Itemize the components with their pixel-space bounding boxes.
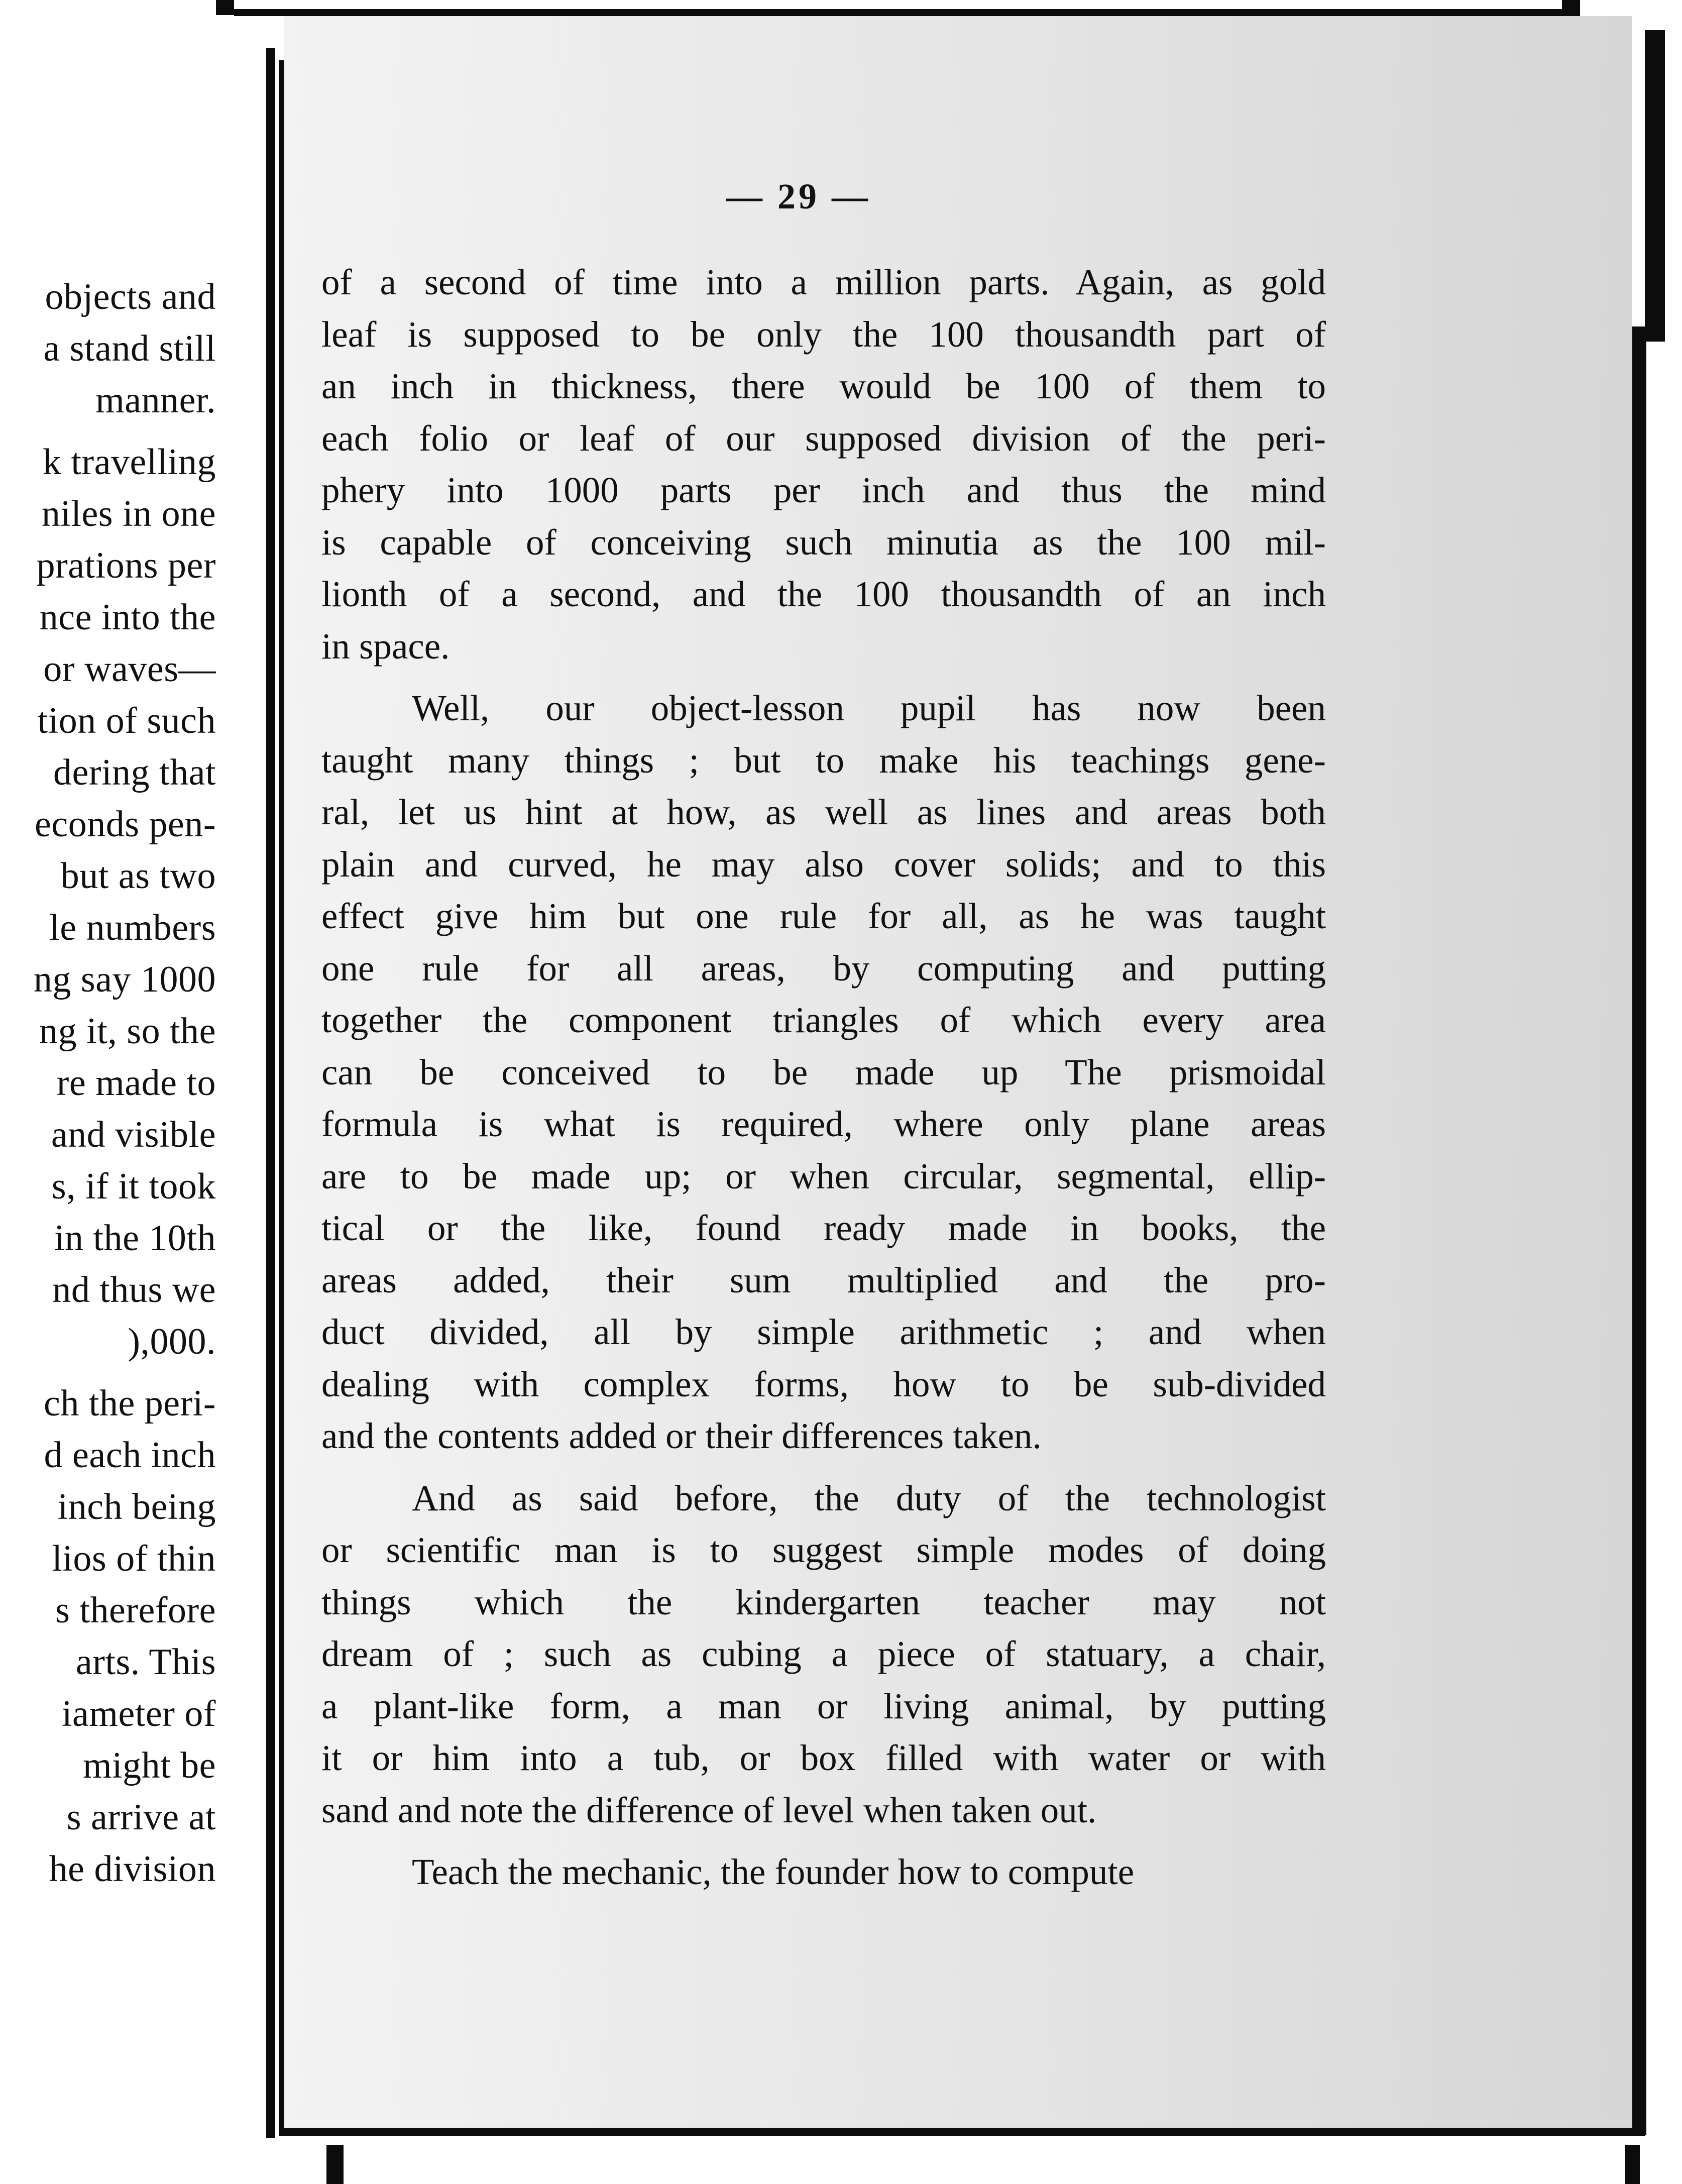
text-line: lionth of a second, and the 100 thousandth of an inch <box>321 574 1326 614</box>
previous-page-text-line: ng say 1000 <box>33 959 216 1000</box>
previous-page-text-line: iameter of <box>62 1693 216 1734</box>
scan-border-bottom <box>279 2128 1645 2136</box>
text-line: Well, our object-lesson pupil has now been <box>412 688 1326 728</box>
text-line: plain and curved, he may also cover solids; and to this <box>321 843 1326 885</box>
previous-page-text-line: inch being <box>57 1486 216 1527</box>
previous-page-text-line: prations per <box>36 545 216 586</box>
page-number: — 29 — <box>726 176 871 216</box>
paragraph-3 <box>321 1472 1326 1836</box>
text-line: and the contents added or their differences taken. <box>321 1415 1042 1456</box>
previous-page-text-line: tion of such <box>37 700 216 741</box>
previous-page-text-line: k travelling <box>42 442 216 483</box>
text-line: in space. <box>321 625 450 667</box>
previous-page-text-line: s arrive at <box>66 1797 216 1838</box>
previous-page-text-line: or waves— <box>43 648 216 690</box>
paragraph-4 <box>321 1846 1326 1898</box>
text-line: taught many things ; but to make his teachings gene- <box>321 739 1326 781</box>
paragraph-2 <box>321 682 1326 1462</box>
text-line: leaf is supposed to be only the 100 thousandth part of <box>321 313 1326 355</box>
text-line: dealing with complex forms, how to be sub-divided <box>321 1363 1326 1404</box>
text-line: can be conceived to be made up The prismoidal <box>321 1051 1326 1093</box>
text-line: areas added, their sum multiplied and the pro- <box>321 1259 1326 1300</box>
scan-border-top <box>234 9 1570 16</box>
text-line: Teach the mechanic, the founder how to compute <box>412 1851 1135 1892</box>
text-line: phery into 1000 parts per inch and thus the mind <box>321 470 1326 510</box>
text-line: effect give him but one rule for all, as he was taught <box>321 896 1326 936</box>
previous-page-text-line: ),000. <box>128 1321 216 1362</box>
previous-page-text-line: in the 10th <box>54 1218 216 1259</box>
text-line: ral, let us hint at how, as well as lines and areas both <box>321 792 1326 832</box>
previous-page-text-line: nd thus we <box>52 1269 216 1311</box>
previous-page-text-line: he division <box>49 1848 216 1890</box>
text-line: And as said before, the duty of the technologist <box>412 1477 1326 1518</box>
previous-page-text-line: econds pen- <box>35 804 216 845</box>
page-body-text <box>321 256 1326 1898</box>
previous-page-text-line: arts. This <box>75 1642 216 1683</box>
previous-page-text-line: le numbers <box>49 907 216 948</box>
text-line: a plant-like form, a man or living animal, by putting <box>321 1685 1326 1726</box>
text-line: it or him into a tub, or box filled with water or with <box>321 1737 1326 1778</box>
page-gutter-line-outer <box>266 48 275 2138</box>
text-line: tical or the like, found ready made in books, the <box>321 1208 1326 1248</box>
previous-page-text-line: re made to <box>56 1062 216 1104</box>
page-gutter-line-inner <box>279 60 284 2135</box>
scan-border-top-left <box>216 0 234 15</box>
text-line: sand and note the difference of level when taken out. <box>321 1789 1097 1830</box>
previous-page-text-line: manner. <box>95 380 216 421</box>
text-line: duct divided, all by simple arithmetic ; and when <box>321 1312 1326 1352</box>
text-line: each folio or leaf of our supposed division of the peri- <box>321 417 1326 459</box>
previous-page-text-line: objects and <box>45 276 216 317</box>
scan-border-right-top <box>1645 30 1665 342</box>
previous-page-text-line: and visible <box>51 1114 216 1155</box>
previous-page-text-line: s, if it took <box>51 1166 216 1207</box>
previous-page-text-line: might be <box>82 1745 216 1786</box>
previous-page-text-line: s therefore <box>55 1590 216 1631</box>
scan-border-right <box>1632 326 1646 2135</box>
text-line: of a second of time into a million parts. Again, as gold <box>321 262 1326 302</box>
text-line: or scientific man is to suggest simple modes of doing <box>321 1530 1326 1570</box>
text-line: are to be made up; or when circular, segmental, ellip- <box>321 1155 1326 1196</box>
previous-page-text-line: ch the peri- <box>44 1383 216 1424</box>
text-line: dream of ; such as cubing a piece of statuary, a chair, <box>321 1633 1326 1674</box>
scan-border-bottom-left <box>326 2145 344 2184</box>
text-line: things which the kindergarten teacher may not <box>321 1581 1326 1622</box>
previous-page-text-line: niles in one <box>41 493 216 534</box>
text-line: one rule for all areas, by computing and putting <box>321 947 1326 989</box>
previous-page-text-line: a stand still <box>43 328 216 369</box>
previous-page-text-line: nce into the <box>39 597 216 638</box>
previous-page-text-line: d each inch <box>44 1435 216 1476</box>
text-line: an inch in thickness, there would be 100 of them to <box>321 366 1326 406</box>
paragraph-1 <box>321 256 1326 672</box>
text-line: together the component triangles of which every area <box>321 1000 1326 1040</box>
previous-page-text-line: but as two <box>60 855 216 897</box>
previous-page-column <box>0 271 216 1929</box>
scan-border-bottom-right <box>1625 2145 1640 2184</box>
previous-page-text-line: dering that <box>53 752 216 793</box>
previous-page-text-line: lios of thin <box>52 1538 216 1579</box>
text-line: is capable of conceiving such minutia as the 100 mil- <box>321 521 1326 563</box>
previous-page-text-line: ng it, so the <box>39 1011 216 1052</box>
text-line: formula is what is required, where only plane areas <box>321 1104 1326 1144</box>
